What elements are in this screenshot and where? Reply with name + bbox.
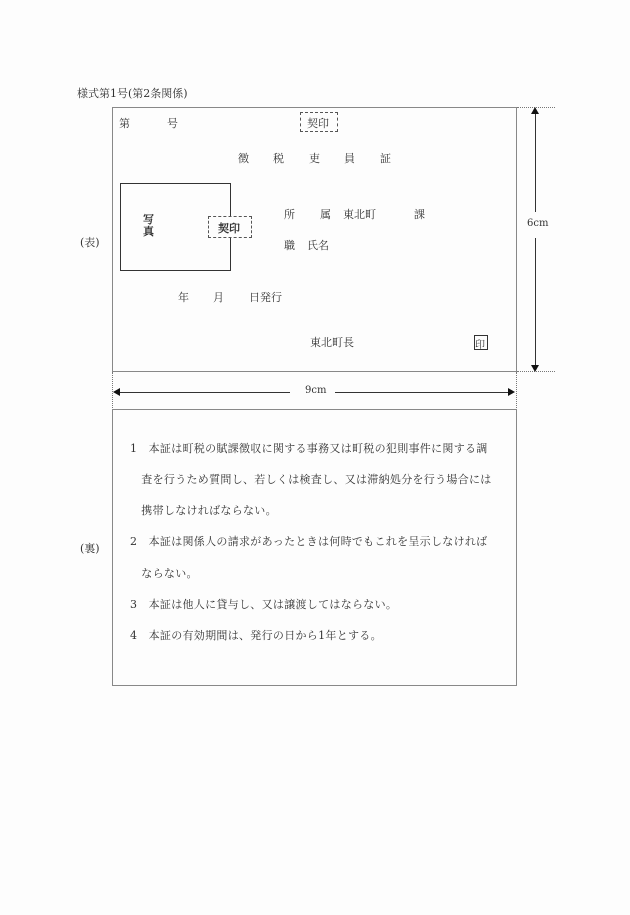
dept-section: 課 bbox=[414, 208, 425, 221]
width-label: 9cm bbox=[305, 385, 327, 396]
photo-label-2: 真 bbox=[143, 225, 154, 238]
back-line-6: 3 本証は他人に貸与し、又は譲渡してはならない。 bbox=[130, 598, 398, 611]
arrow-left-icon bbox=[113, 388, 120, 396]
mayor-title: 東北町長 bbox=[310, 336, 354, 349]
arrow-up-icon bbox=[531, 107, 539, 114]
dept-town: 東北町 bbox=[343, 208, 376, 221]
height-label: 6cm bbox=[527, 218, 549, 229]
back-line-3: 携帯しなければならない。 bbox=[130, 504, 277, 517]
form-title: 様式第1号(第2条関係) bbox=[77, 87, 188, 100]
width-line-right bbox=[335, 392, 509, 393]
issue-year: 年 bbox=[178, 291, 189, 304]
front-side-label: (表) bbox=[80, 236, 100, 249]
card-title-4: 員 bbox=[344, 152, 355, 165]
dept-label-2: 属 bbox=[320, 208, 331, 221]
back-side-label: (裏) bbox=[80, 542, 100, 555]
card-title-2: 税 bbox=[273, 152, 284, 165]
name-label: 氏名 bbox=[307, 239, 329, 252]
number-dai: 第 bbox=[119, 117, 130, 130]
arrow-right-icon bbox=[508, 388, 515, 396]
arrow-down-icon bbox=[531, 365, 539, 372]
card-title-1: 徴 bbox=[238, 152, 249, 165]
dept-label-1: 所 bbox=[284, 208, 295, 221]
back-line-2: 査を行うため質問し、若しくは検査し、又は滞納処分を行う場合には bbox=[130, 473, 492, 486]
card-title-3: 吏 bbox=[309, 152, 320, 165]
issue-day: 日発行 bbox=[249, 291, 282, 304]
card-title-5: 証 bbox=[380, 152, 391, 165]
right-guide bbox=[516, 372, 517, 408]
back-line-5: ならない。 bbox=[130, 567, 198, 580]
back-line-1: 1 本証は町税の賦課徴収に関する事務又は町税の犯則事件に関する調 bbox=[130, 442, 488, 455]
back-line-4: 2 本証は関係人の請求があったときは何時でもこれを呈示しなければ bbox=[130, 535, 488, 548]
width-line-left bbox=[118, 392, 290, 393]
back-line-7: 4 本証の有効期間は、発行の日から1年とする。 bbox=[130, 629, 382, 642]
height-line-top bbox=[535, 112, 536, 212]
seal-top-text: 契印 bbox=[307, 117, 329, 130]
mayor-seal-text: 印 bbox=[475, 340, 485, 351]
position-label: 職 bbox=[284, 239, 295, 252]
photo-label-1: 写 bbox=[143, 213, 154, 226]
seal-photo-text: 契印 bbox=[218, 222, 240, 235]
issue-month: 月 bbox=[213, 291, 224, 304]
height-line-bottom bbox=[535, 238, 536, 366]
number-go: 号 bbox=[167, 117, 178, 130]
